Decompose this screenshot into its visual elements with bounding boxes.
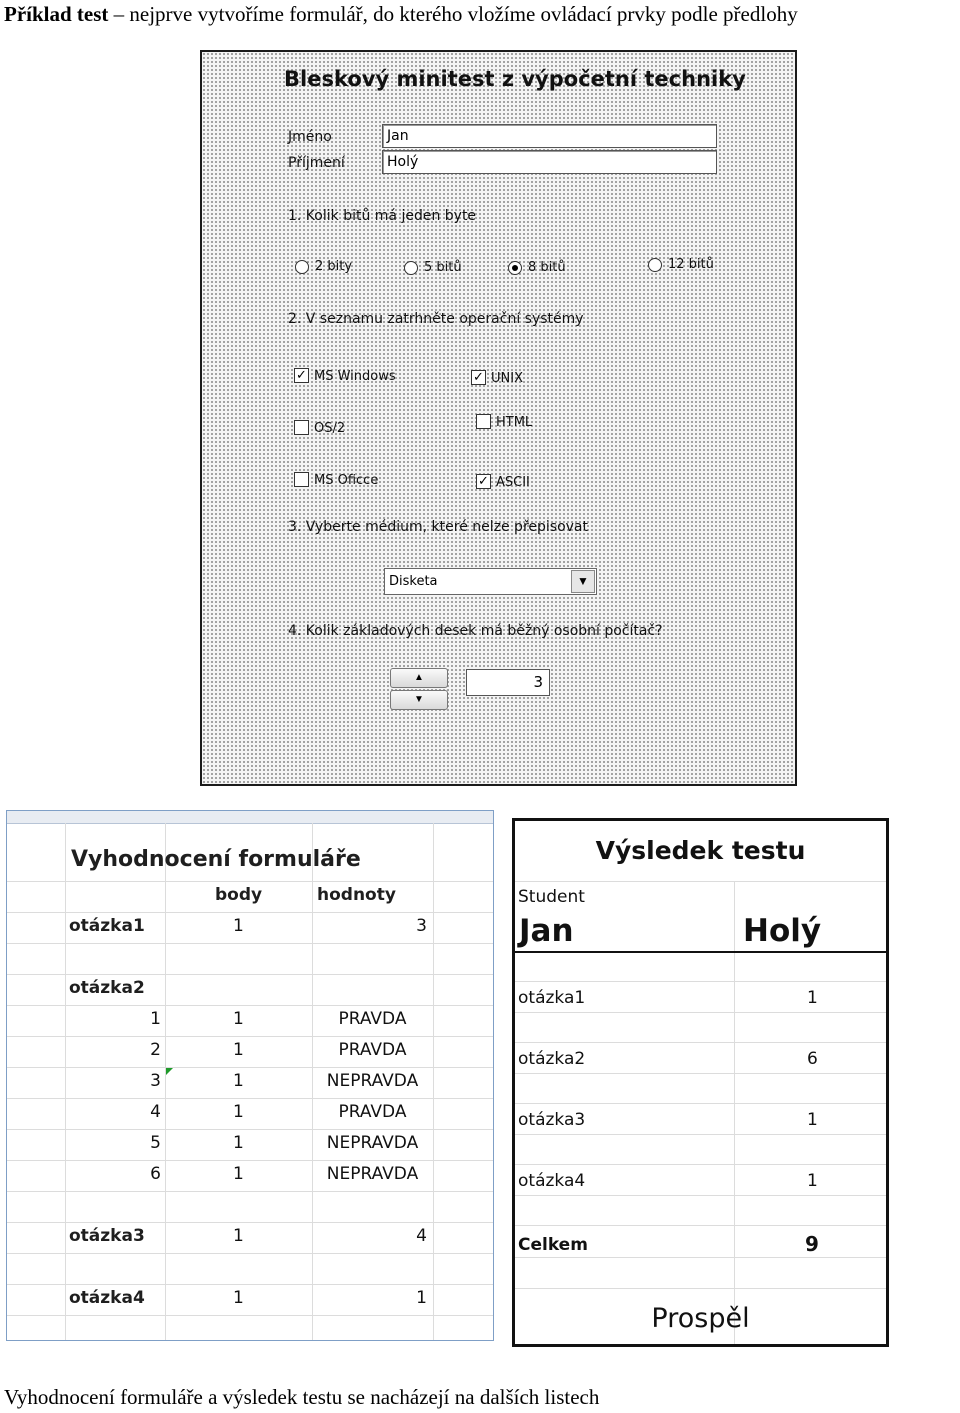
grid-line [7, 1191, 493, 1192]
q2-row-number: 4 [150, 1102, 161, 1122]
grid-line [515, 1257, 886, 1258]
q2-row-value: NEPRAVDA [326, 1071, 419, 1091]
q4-points: 1 [233, 1288, 244, 1308]
quiz-form [200, 50, 797, 786]
column-header-strip [7, 811, 493, 824]
grid-line [515, 1103, 886, 1104]
result-row-value: 6 [807, 1049, 818, 1069]
dropdown-value: Disketa [389, 574, 438, 589]
q4-value: 1 [416, 1288, 427, 1308]
checkbox-label: ASCII [496, 475, 530, 490]
q2-row-points: 1 [233, 1102, 244, 1122]
grid-line [515, 1042, 886, 1043]
checkbox-label: OS/2 [314, 421, 346, 436]
q2-row-points: 1 [233, 1009, 244, 1029]
student-label: Student [518, 887, 585, 907]
grid-line [7, 1222, 493, 1223]
surname-field[interactable]: Holý [382, 150, 717, 174]
checkbox-os2[interactable] [294, 420, 309, 435]
name-label: Jméno [288, 129, 332, 145]
checkbox-label: MS Oficce [314, 473, 379, 488]
q1-points: 1 [233, 916, 244, 936]
result-sheet [512, 818, 889, 1347]
checkbox-unix[interactable]: ✓ [471, 370, 486, 385]
radio-12-bitu[interactable] [648, 258, 662, 272]
grid-line [7, 912, 493, 913]
chevron-down-icon[interactable]: ▼ [571, 570, 595, 593]
total-value: 9 [805, 1232, 819, 1256]
grid-line [7, 1098, 493, 1099]
spin-down-button[interactable]: ▼ [390, 690, 448, 710]
radio-5-bitu[interactable] [404, 261, 418, 275]
grid-line [7, 1160, 493, 1161]
checkbox-ms-windows[interactable]: ✓ [294, 368, 309, 383]
q2-row-number: 5 [150, 1133, 161, 1153]
radio-label: 8 bitů [528, 260, 566, 275]
radio-label: 12 bitů [668, 257, 714, 272]
q4-label: otázka4 [69, 1288, 145, 1308]
q2-label: otázka2 [69, 978, 145, 998]
spin-value-field[interactable]: 3 [466, 669, 550, 696]
grid-line [7, 1129, 493, 1130]
grid-line [433, 823, 434, 1340]
heading-rest: – nejprve vytvoříme formulář, do kterého vložíme ovládací prvky podle předlohy [108, 2, 798, 26]
grid-line [515, 981, 886, 982]
divider [515, 951, 886, 953]
result-row-value: 1 [807, 1171, 818, 1191]
grid-line [165, 823, 166, 1340]
q1-label: otázka1 [69, 916, 145, 936]
q2-row-points: 1 [233, 1071, 244, 1091]
cell-marker-icon [166, 1068, 173, 1075]
q2-row-value: PRAVDA [338, 1009, 407, 1029]
q2-row-number: 3 [150, 1071, 161, 1091]
radio-8-bitu[interactable] [508, 261, 522, 275]
q2-row-number: 1 [150, 1009, 161, 1029]
checkbox-label: UNIX [491, 371, 523, 386]
checkbox-ascii[interactable]: ✓ [476, 474, 491, 489]
col-header-values: hodnoty [317, 885, 396, 905]
q2-row-points: 1 [233, 1164, 244, 1184]
checkbox-ms-office[interactable] [294, 472, 309, 487]
grid-line [515, 1012, 886, 1013]
page-heading [4, 0, 960, 30]
q2-row-value: PRAVDA [338, 1102, 407, 1122]
q3-value: 4 [416, 1226, 427, 1246]
q2-row-value: NEPRAVDA [326, 1164, 419, 1184]
q3-label: otázka3 [69, 1226, 145, 1246]
grid-line [515, 1225, 886, 1226]
q2-row-number: 6 [150, 1164, 161, 1184]
question-2: 2. V seznamu zatrhněte operační systémy [288, 311, 584, 327]
checkbox-label: HTML [496, 415, 533, 430]
checkbox-html[interactable] [476, 414, 491, 429]
page-caption: Vyhodnocení formuláře a výsledek testu se nacházejí na dalších listech [4, 1385, 600, 1409]
grid-line [7, 1253, 493, 1254]
grid-line [515, 1288, 886, 1289]
question-4: 4. Kolik základových desek má běžný osobní počítač? [288, 623, 663, 639]
q2-row-number: 2 [150, 1040, 161, 1060]
q1-value: 3 [416, 916, 427, 936]
question-3: 3. Vyberte médium, které nelze přepisovat [288, 519, 588, 535]
evaluation-title: Vyhodnocení formuláře [71, 847, 361, 872]
result-row-label: otázka3 [518, 1110, 586, 1130]
student-first-name: Jan [519, 913, 574, 949]
q2-row-value: PRAVDA [338, 1040, 407, 1060]
checkbox-label: MS Windows [314, 369, 396, 384]
result-row-label: otázka4 [518, 1171, 586, 1191]
q2-row-points: 1 [233, 1133, 244, 1153]
q2-row-points: 1 [233, 1040, 244, 1060]
radio-label: 5 bitů [424, 260, 462, 275]
radio-2-bity[interactable] [295, 260, 309, 274]
grid-line [7, 1067, 493, 1068]
grid-line [7, 1315, 493, 1316]
grid-line [65, 823, 66, 1340]
form-title: Bleskový minitest z výpočetní techniky [284, 67, 746, 91]
verdict: Prospěl [651, 1303, 750, 1334]
grid-line [515, 1195, 886, 1196]
grid-line [515, 1073, 886, 1074]
spin-up-button[interactable]: ▲ [390, 668, 448, 688]
result-row-label: otázka2 [518, 1049, 586, 1069]
total-label: Celkem [518, 1235, 588, 1255]
result-row-value: 1 [807, 988, 818, 1008]
heading-bold: Příklad test [4, 2, 109, 26]
q3-points: 1 [233, 1226, 244, 1246]
grid-line [7, 1005, 493, 1006]
medium-dropdown[interactable] [384, 568, 597, 595]
name-field[interactable]: Jan [382, 124, 717, 148]
grid-line [515, 1164, 886, 1165]
surname-label: Příjmení [288, 155, 345, 171]
grid-line [7, 1036, 493, 1037]
grid-line [515, 881, 886, 882]
grid-line [7, 881, 493, 882]
radio-label: 2 bity [315, 259, 353, 274]
result-row-label: otázka1 [518, 988, 586, 1008]
q2-row-value: NEPRAVDA [326, 1133, 419, 1153]
grid-line [7, 943, 493, 944]
question-1: 1. Kolik bitů má jeden byte [288, 208, 477, 224]
result-row-value: 1 [807, 1110, 818, 1130]
result-title: Výsledek testu [595, 836, 806, 865]
evaluation-sheet [6, 810, 494, 1341]
grid-line [7, 974, 493, 975]
student-last-name: Holý [743, 913, 822, 949]
col-header-points: body [215, 885, 263, 905]
grid-line [515, 1134, 886, 1135]
grid-line [7, 1284, 493, 1285]
